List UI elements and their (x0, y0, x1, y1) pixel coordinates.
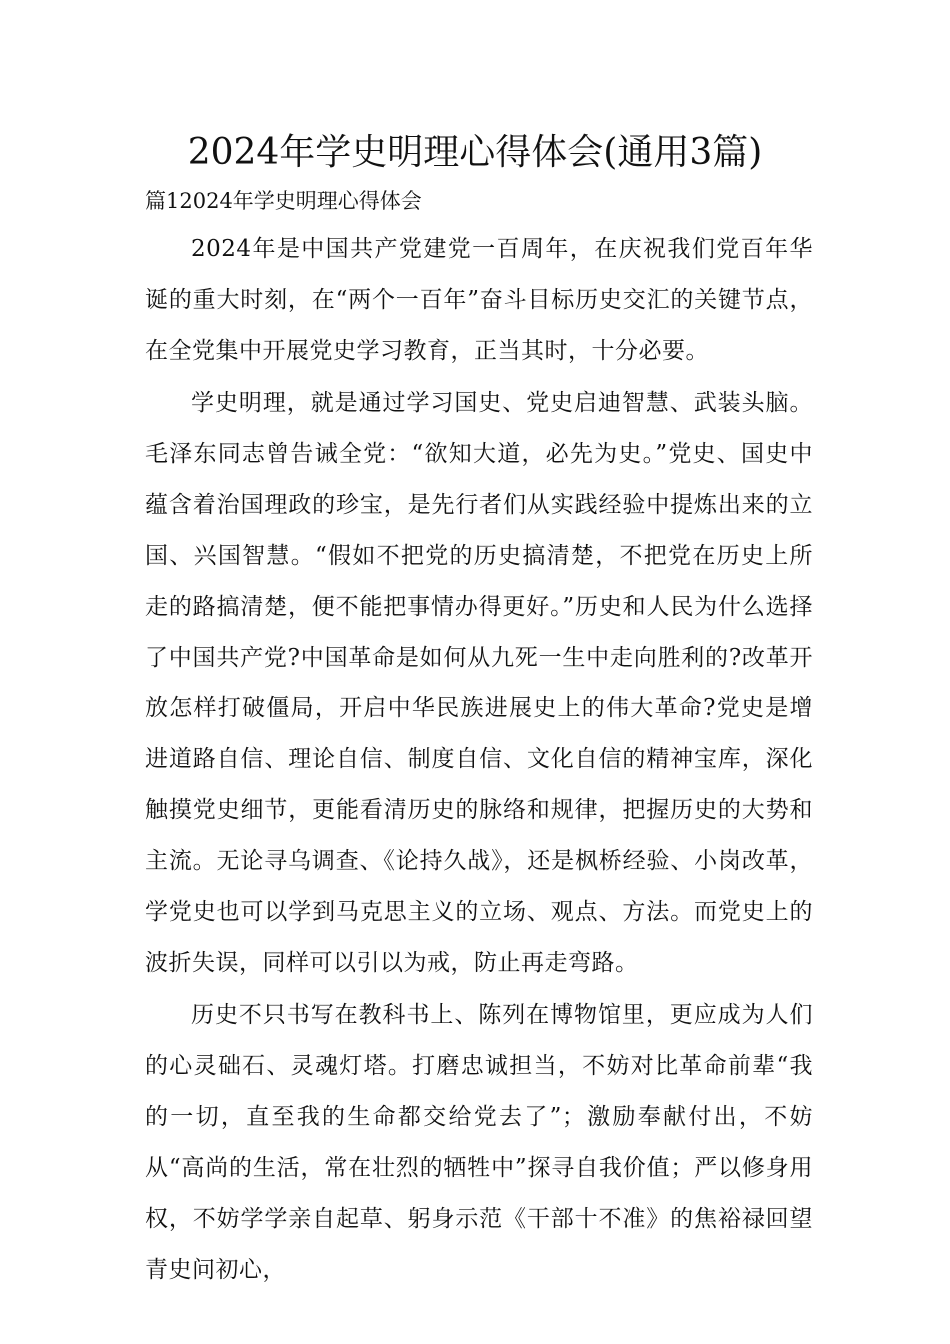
paragraph-1: 2024年是中国共产党建党一百周年，在庆祝我们党百年华诞的重大时刻，在“两个一百年”奋斗目标历史交汇的关键节点，在全党集中开展党史学习教育，正当其时，十分必要。 (145, 236, 813, 364)
document-title: 2024年学史明理心得体会(通用3篇) (187, 132, 763, 173)
section-heading: 篇12024年学史明理心得体会 (145, 189, 422, 213)
paragraph-2: 学史明理，就是通过学习国史、党史启迪智慧、武装头脑。毛泽东同志曾告诫全党：“欲知大道，必先为史。”党史、国史中蕴含着治国理政的珍宝，是先行者们从实践经验中提炼出来的立国、兴国智慧。“假如不把党的历史搞清楚，不把党在历史上所走的路搞清楚，便不能把事情办得更好。”历史和人民为什么选择了中国共产党?中国革命是如何从九死一生中走向胜利的?改革开放怎样打破僵局，开启中华民族进展史上的伟大革命?党史是增进道路自信、理论自信、制度自信、文化自信的精神宝库，深化触摸党史细节，更能看清历史的脉络和规律，把握历史的大势和主流。无论寻乌调查、《论持久战》，还是枫桥经验、小岗改革，学党史也可以学到马克思主义的立场、观点、方法。而党史上的波折失误，同样可以引以为戒，防止再走弯路。 (145, 390, 813, 976)
paragraph-3: 历史不只书写在教科书上、陈列在博物馆里，更应成为人们的心灵础石、灵魂灯塔。打磨忠诚担当，不妨对比革命前辈“我的一切，直至我的生命都交给党去了”；激励奉献付出，不妨从“高尚的生活，常在壮烈的牺牲中”探寻自我价值；严以修身用权，不妨学学亲自起草、躬身示范《干部十不准》的焦裕禄回望青史问初心， (145, 1002, 813, 1283)
